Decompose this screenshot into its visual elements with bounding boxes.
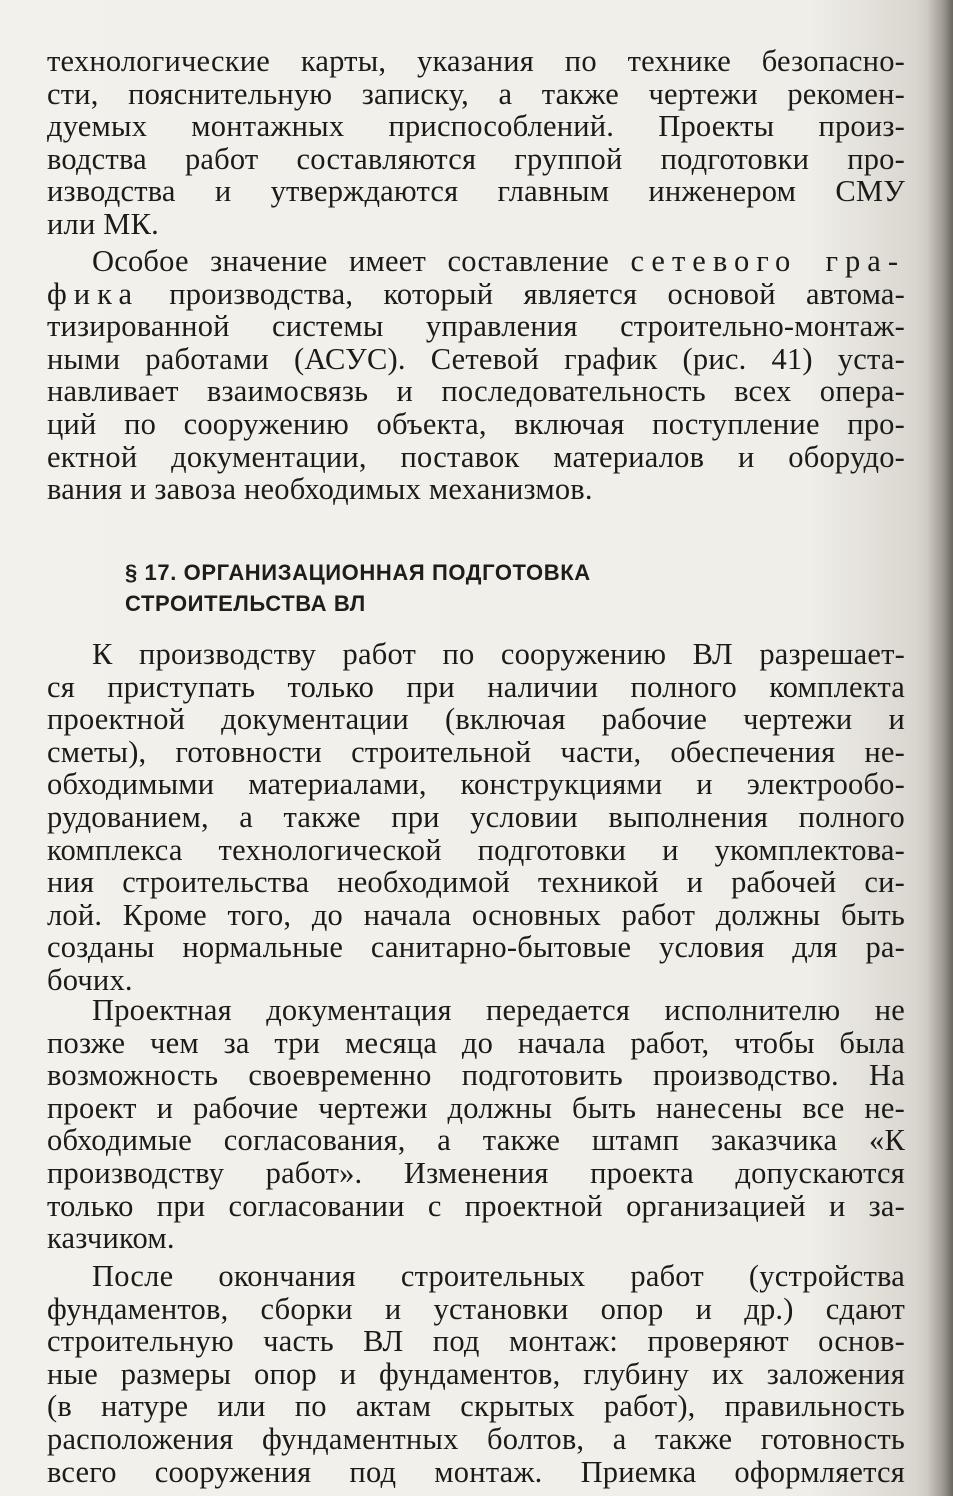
- paragraph-2: [47, 245, 905, 506]
- text-line: расположения фундаментных болтов, а также готовность: [47, 1421, 905, 1456]
- text-line: созданы нормальные санитарно-бытовые условия для ра-: [47, 930, 905, 965]
- paragraph-1: [47, 45, 905, 241]
- spaced-term: фика: [47, 276, 139, 311]
- text-line: вания и завоза необходимых механизмов.: [47, 472, 593, 507]
- text-line: ектной документации, поставок материалов и оборудо-: [47, 439, 905, 474]
- text-line: тизированной системы управления строительно-монтаж-: [47, 309, 905, 344]
- text-line: ными работами (АСУС). Сетевой график (рис. 41) уста-: [47, 341, 905, 376]
- text-line: позже чем за три месяца до начала работ, чтобы была: [47, 1025, 905, 1060]
- text-line: рудованием, а также при условии выполнения полного: [47, 799, 905, 834]
- text-line: производству работ». Изменения проекта допускаются: [47, 1155, 905, 1190]
- paragraph-5: [47, 1260, 905, 1488]
- text-line: навливает взаимосвязь и последовательность всех опера-: [47, 374, 905, 409]
- text-line: возможность своевременно подготовить производство. На: [47, 1058, 905, 1093]
- paragraph-4: [47, 994, 905, 1255]
- section-heading: [125, 557, 591, 619]
- text-line: обходимые согласования, а также штамп заказчика «К: [47, 1123, 905, 1158]
- text-fragment: Особое значение имеет составление: [92, 244, 631, 278]
- text-line: После окончания строительных работ (устройства: [92, 1259, 905, 1293]
- text-line: только при согласовании с проектной организацией и за-: [47, 1188, 905, 1223]
- text-fragment: производства, который является основой автома-: [138, 276, 905, 311]
- text-line: (в натуре или по актам скрытых работ), правильность: [47, 1389, 905, 1424]
- page-edge-shadow: [927, 0, 953, 1496]
- text-line: дуемых монтажных приспособлений. Проекты произ-: [47, 109, 905, 144]
- text-line: проектной документации (включая рабочие чертежи и: [47, 702, 905, 737]
- section-heading-line-2: СТРОИТЕЛЬСТВА ВЛ: [125, 591, 366, 616]
- text-line: ся приступать только при наличии полного комплекта: [47, 669, 905, 704]
- text-line: ные размеры опор и фундаментов, глубину их заложения: [47, 1356, 905, 1391]
- text-line: строительную часть ВЛ под монтаж: проверяют основ-: [47, 1324, 905, 1359]
- text-line: технологические карты, указания по технике безопасно-: [47, 44, 905, 78]
- section-heading-line-1: § 17. ОРГАНИЗАЦИОННАЯ ПОДГОТОВКА: [125, 560, 591, 585]
- spaced-term: сетевого гра-: [630, 244, 906, 278]
- text-line: обходимыми материалами, конструкциями и электрообо-: [47, 767, 905, 802]
- text-line: казчиком.: [47, 1221, 175, 1256]
- text-line: [47, 278, 905, 311]
- text-line: ций по сооружению объекта, включая поступление про-: [47, 406, 905, 441]
- text-line: ния строительства необходимой техникой и рабочей си-: [47, 865, 905, 900]
- text-line: Проектная документация передается исполнителю не: [92, 993, 905, 1027]
- text-line: лой. Кроме того, до начала основных работ должны быть: [47, 897, 905, 932]
- text-line: проект и рабочие чертежи должны быть нанесены все не-: [47, 1090, 905, 1125]
- text-line: сметы), готовности строительной части, обеспечения не-: [47, 734, 905, 769]
- text-line: [47, 245, 905, 278]
- text-line: водства работ составляются группой подготовки про-: [47, 141, 905, 176]
- text-line: фундаментов, сборки и установки опор и др.) сдают: [47, 1291, 905, 1326]
- paragraph-3: [47, 638, 905, 997]
- text-line: всего сооружения под монтаж. Приемка оформляется: [47, 1454, 905, 1489]
- text-line: К производству работ по сооружению ВЛ разрешает-: [92, 637, 905, 671]
- text-line: комплекса технологической подготовки и укомплектова-: [47, 832, 905, 867]
- text-line: бочих.: [47, 962, 133, 997]
- text-line: изводства и утверждаются главным инженером СМУ: [47, 174, 905, 209]
- text-line: или МК.: [47, 206, 159, 241]
- text-line: сти, пояснительную записку, а также чертежи рекомен-: [47, 76, 905, 111]
